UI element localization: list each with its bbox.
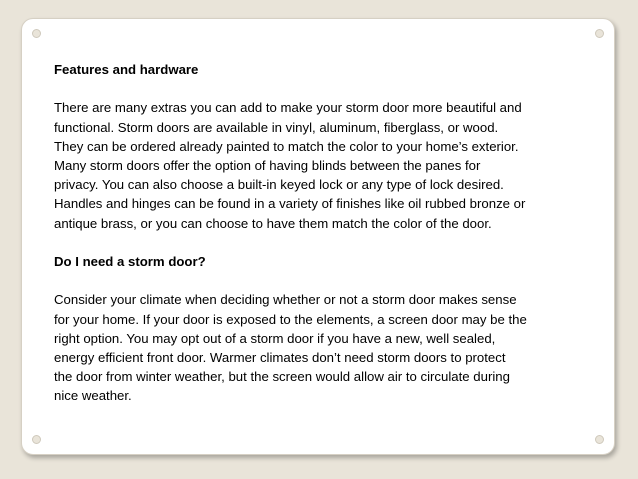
corner-dot-icon (595, 435, 604, 444)
text-line: nice weather. (54, 388, 132, 404)
text-line: Handles and hinges can be found in a variety of finishes like oil rubbed bronze or (54, 196, 526, 212)
section-heading-storm-door: Do I need a storm door? (54, 254, 206, 269)
slide-content (54, 60, 584, 406)
text-line: Consider your climate when deciding whether or not a storm door makes sense (54, 292, 517, 308)
corner-dot-icon (32, 29, 41, 38)
text-line: energy efficient front door. Warmer climates don’t need storm doors to protect (54, 350, 506, 365)
section-heading-features: Features and hardware (54, 62, 199, 77)
text-line: for your home. If your door is exposed to the elements, a screen door may be the (54, 311, 527, 327)
paragraph-storm-door (54, 290, 584, 405)
corner-dot-icon (32, 435, 41, 444)
text-line: antique brass, or you can choose to have them match the color of the door. (54, 215, 492, 231)
text-line: functional. Storm doors are available in vinyl, aluminum, fiberglass, or wood. (54, 119, 499, 135)
text-line: the door from winter weather, but the screen would allow air to circulate during (54, 369, 510, 385)
text-line: privacy. You can also choose a built-in keyed lock or any type of lock desired. (54, 177, 504, 193)
text-line: There are many extras you can add to make your storm door more beautiful and (54, 100, 522, 116)
paragraph-features (54, 98, 584, 232)
slide-card (21, 18, 615, 455)
text-line: They can be ordered already painted to match the color to your home’s exterior. (54, 138, 519, 154)
text-line: Many storm doors offer the option of having blinds between the panes for (54, 158, 481, 173)
corner-dot-icon (595, 29, 604, 38)
text-line: right option. You may opt out of a storm door if you have a new, well sealed, (54, 330, 496, 346)
